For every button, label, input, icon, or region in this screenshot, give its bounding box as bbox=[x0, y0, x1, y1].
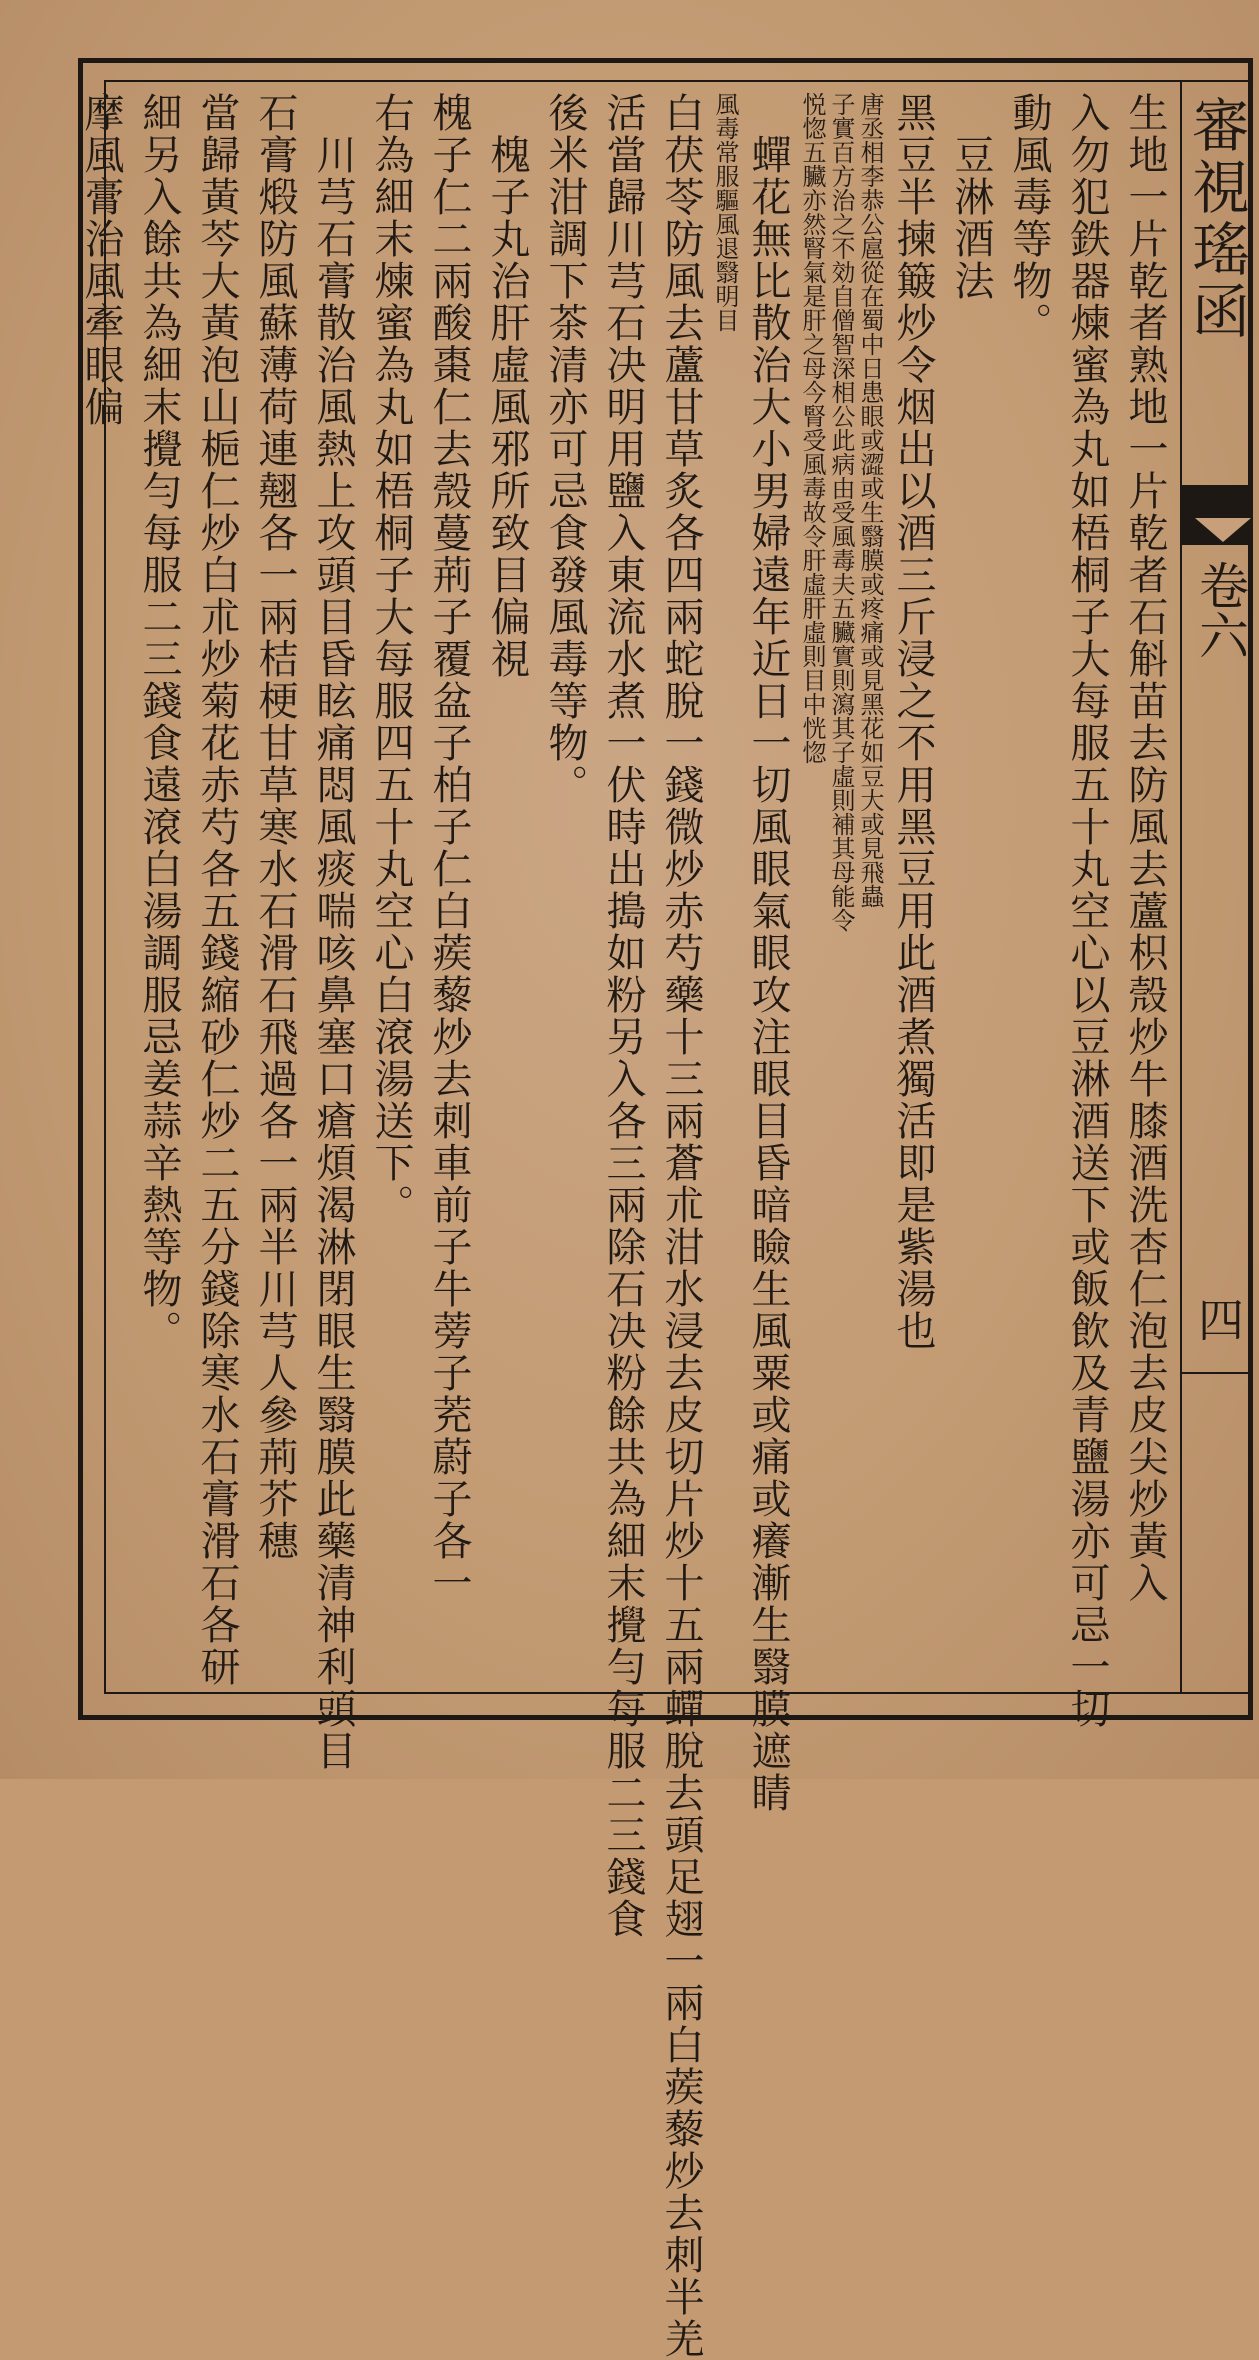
text-column: 後米泔調下茶清亦可忌食發風毒等物。 bbox=[542, 92, 588, 806]
text-column: 白茯苓防風去蘆甘草炙各四兩蛇脫一錢微炒赤芍藥十三兩蒼朮泔水浸去皮切片炒十五兩蟬脫去頭足翅一兩白蒺藜炒去刺半羌 bbox=[658, 92, 704, 2360]
text-column: 細另入餘共為細末攪勻每服二三錢食遠滾白湯調服忌姜蒜辛熱等物。 bbox=[136, 92, 182, 1352]
text-column: 動風毒等物。 bbox=[1006, 92, 1052, 344]
fishtail-notch bbox=[1195, 518, 1251, 542]
section-heading: 摩風膏治風牽眼偏 bbox=[78, 92, 124, 428]
annotation-column: 風毒常服驅風退翳明目 bbox=[711, 92, 739, 332]
text-column: 生地一片乾者熟地一片乾者石斛苗去防風去蘆枳殼炒牛膝酒洗杏仁泡去皮尖炒黃入 bbox=[1122, 92, 1168, 1604]
page-number: 四 bbox=[1191, 1296, 1245, 1342]
annotation-column: 唐丞相李恭公扈從在蜀中日患眼或澀或生翳膜或疼痛或見黑花如豆大或見飛蟲 bbox=[856, 92, 884, 908]
section-heading: 川芎石膏散治風熱上攻頭目昏眩痛悶風痰喘咳鼻塞口瘡煩渴淋閉眼生翳膜此藥清神利頭目 bbox=[310, 134, 356, 1772]
text-column: 黑豆半揀簸炒令烟出以酒三斤浸之不用黑豆用此酒煮獨活即是紫湯也 bbox=[890, 92, 936, 1352]
page-number-rule bbox=[1180, 1372, 1253, 1374]
section-heading: 蟬花無比散治大小男婦遠年近日一切風眼氣眼攻注眼目昏暗瞼生風粟或痛或癢漸生翳膜遮睛 bbox=[745, 134, 791, 1814]
section-heading: 槐子丸治肝虛風邪所致目偏視 bbox=[484, 134, 530, 680]
text-column: 石膏煅防風蘇薄荷連翹各一兩桔梗甘草寒水石滑石飛過各一兩半川芎人參荊芥穗 bbox=[252, 92, 298, 1562]
volume-label: 卷六 bbox=[1191, 560, 1249, 660]
annotation-column: 子實百方治之不効自僧智深相公此病由受風毒夫五臟實則瀉其子虛則補其母能令 bbox=[827, 92, 855, 932]
text-column: 活當歸川芎石决明用鹽入東流水煮一伏時出搗如粉另入各三兩除石决粉餘共為細末攪勻每服二三錢食 bbox=[600, 92, 646, 1940]
book-title: 審視瑤函 bbox=[1182, 95, 1250, 343]
text-column: 槐子仁二兩酸棗仁去殼蔓荊子覆盆子柏子仁白蒺藜炒去刺車前子牛蒡子茺蔚子各一 bbox=[426, 92, 472, 1604]
text-column: 入勿犯鉄器煉蜜為丸如梧桐子大每服五十丸空心以豆淋酒送下或飯飲及青鹽湯亦可忌一切 bbox=[1064, 92, 1110, 1730]
annotation-column: 悦惚五臟亦然腎氣是肝之母今腎受風毒故令肝虛肝虛則目中恍惚 bbox=[798, 92, 826, 764]
main-text-block bbox=[78, 92, 1174, 2360]
text-column: 右為細末煉蜜為丸如梧桐子大每服四五十丸空心白滾湯送下。 bbox=[368, 92, 414, 1226]
text-column: 當歸黃芩大黃泡山梔仁炒白朮炒菊花赤芍各五錢縮砂仁炒二五分錢除寒水石膏滑石各研 bbox=[194, 92, 240, 1688]
section-heading: 豆淋酒法 bbox=[948, 134, 994, 302]
